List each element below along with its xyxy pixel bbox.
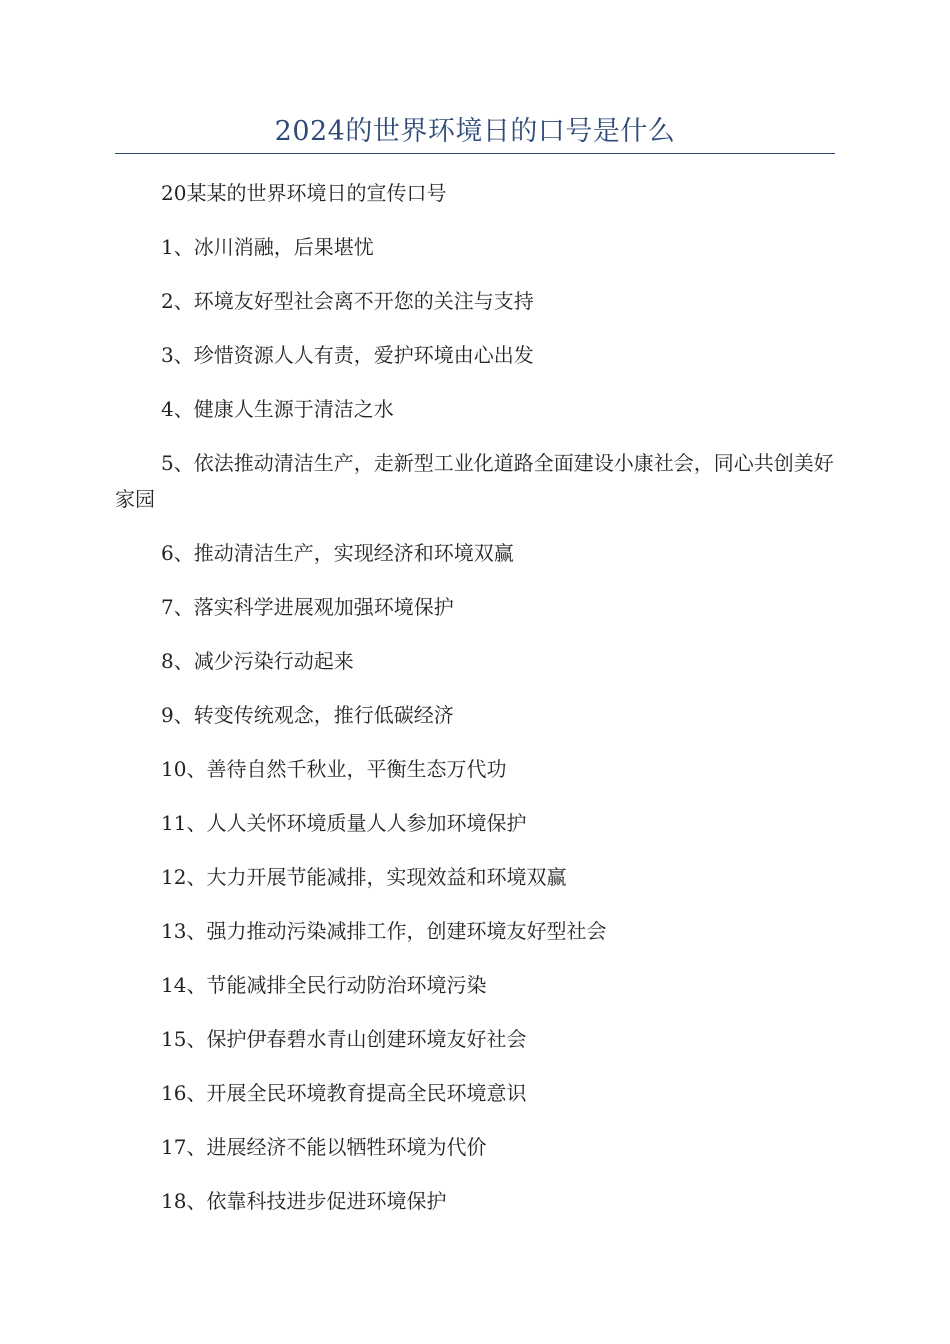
slogan-item: 17、进展经济不能以牺牲环境为代价 — [161, 1135, 487, 1159]
slogan-item: 12、大力开展节能减排，实现效益和环境双赢 — [161, 865, 567, 889]
title-underline — [115, 153, 835, 154]
slogan-item: 6、推动清洁生产，实现经济和环境双赢 — [161, 541, 514, 565]
slogan-item: 5、依法推动清洁生产，走新型工业化道路全面建设小康社会，同心共创美好家园 — [115, 451, 834, 511]
slogan-item: 1、冰川消融，后果堪忧 — [161, 235, 374, 259]
slogan-item: 18、依靠科技进步促进环境保护 — [161, 1189, 447, 1213]
slogan-item: 15、保护伊春碧水青山创建环境友好社会 — [161, 1027, 527, 1051]
slogan-item: 13、强力推动污染减排工作，创建环境友好型社会 — [161, 919, 607, 943]
slogan-item: 8、减少污染行动起来 — [161, 649, 354, 673]
slogan-item: 16、开展全民环境教育提高全民环境意识 — [161, 1081, 527, 1105]
slogan-item: 4、健康人生源于清洁之水 — [161, 397, 394, 421]
slogan-item: 10、善待自然千秋业，平衡生态万代功 — [161, 757, 507, 781]
document-title: 2024的世界环境日的口号是什么 — [274, 116, 676, 147]
slogan-item: 7、落实科学进展观加强环境保护 — [161, 595, 454, 619]
intro-paragraph: 20某某的世界环境日的宣传口号 — [161, 181, 447, 205]
slogan-item: 11、人人关怀环境质量人人参加环境保护 — [161, 811, 527, 835]
slogan-item: 2、环境友好型社会离不开您的关注与支持 — [161, 289, 534, 313]
slogan-item: 9、转变传统观念，推行低碳经济 — [161, 703, 454, 727]
slogan-item: 14、节能减排全民行动防治环境污染 — [161, 973, 487, 997]
slogan-item: 3、珍惜资源人人有责，爱护环境由心出发 — [161, 343, 534, 367]
document-body — [115, 175, 835, 1237]
